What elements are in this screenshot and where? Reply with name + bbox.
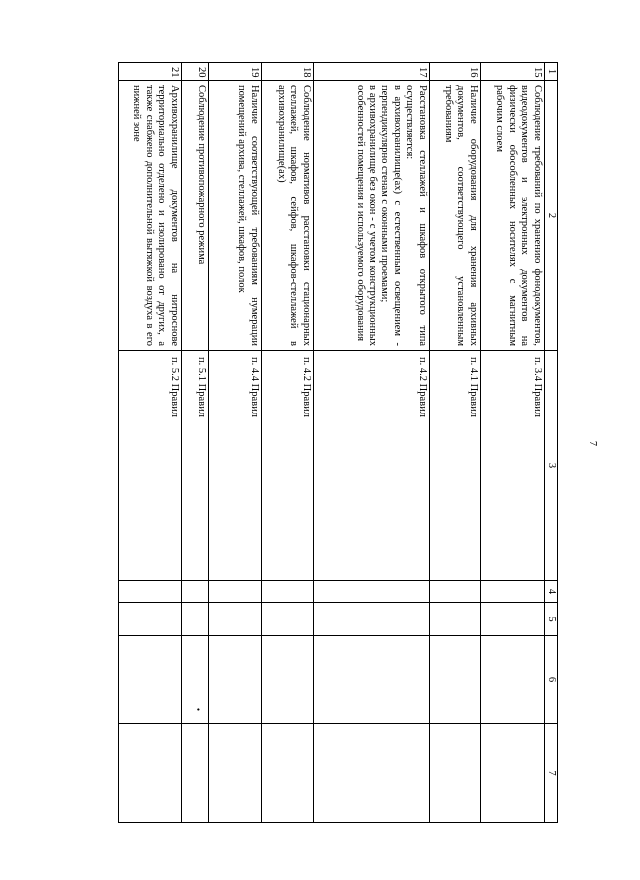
empty-cell [208, 636, 261, 724]
empty-cell [480, 724, 544, 823]
empty-cell [261, 636, 313, 724]
dot-mark: • [192, 707, 203, 711]
empty-cell [261, 581, 313, 603]
empty-cell [118, 603, 181, 636]
requirement-text: Наличие оборудования для хранения архивных документов, соответствующего установленным требованиям [429, 81, 480, 351]
empty-cell [313, 603, 429, 636]
empty-cell [118, 724, 181, 823]
reference-text: п. 4.1 Правил [429, 351, 480, 581]
requirement-text: Архивохранилище документов на нитроснове территориально отделено и изолировано от других, а также снабжено дополнительной вытяжкой воздуха в его нижней зоне [118, 81, 181, 351]
row-number: 21 [118, 63, 181, 81]
requirement-line: в архивохранилище без окон - с учетом конструкционных особенностей помещения и используемого оборудования [354, 85, 379, 346]
empty-cell [313, 636, 429, 724]
requirement-text: Наличие соответствующей требованиям нумерации помещений архива, стеллажей, шкафов, полок [208, 81, 261, 351]
table-row [313, 63, 429, 823]
requirement-line: в архивохранилище(ах) с естественным освещением - перпендикулярно стенам с оконными проемами; [379, 85, 403, 346]
empty-cell [480, 603, 544, 636]
rotated-table-container [48, 62, 558, 822]
empty-cell [429, 603, 480, 636]
header-cell: 5 [544, 603, 557, 636]
empty-cell [429, 581, 480, 603]
header-cell: 2 [544, 81, 557, 351]
table-row [480, 63, 544, 823]
empty-cell [208, 724, 261, 823]
empty-cell [480, 581, 544, 603]
inspection-table [118, 62, 558, 823]
reference-text: п. 5.1 Правил [181, 351, 208, 581]
row-number: 16 [429, 63, 480, 81]
requirement-line: Расстановка стеллажей и шкафов открытого типа осуществляется: [404, 85, 428, 346]
empty-cell [313, 724, 429, 823]
empty-cell [429, 724, 480, 823]
table-row [118, 63, 181, 823]
empty-cell [208, 581, 261, 603]
reference-text: п. 4.4 Правил [208, 351, 261, 581]
row-number: 19 [208, 63, 261, 81]
empty-cell [313, 581, 429, 603]
empty-cell [480, 636, 544, 724]
table-row [429, 63, 480, 823]
requirement-text [313, 81, 429, 351]
row-number: 15 [480, 63, 544, 81]
table-row [208, 63, 261, 823]
empty-cell [429, 636, 480, 724]
page-number: 7 [587, 441, 598, 446]
mark-cell [181, 636, 208, 724]
table-row [261, 63, 313, 823]
empty-cell [181, 581, 208, 603]
header-cell: 3 [544, 351, 557, 581]
row-number: 18 [261, 63, 313, 81]
empty-cell [181, 603, 208, 636]
requirement-text: Соблюдение нормативов расстановки стационарных стеллажей, шкафов, сейфов, шкафов-стеллажей в архивохранилище(ах) [261, 81, 313, 351]
header-cell: 7 [544, 724, 557, 823]
header-row [544, 63, 557, 823]
empty-cell [208, 603, 261, 636]
header-cell: 1 [544, 63, 557, 81]
header-cell: 4 [544, 581, 557, 603]
requirement-text: Соблюдение требований по хранению фонодокументов, видеодокументов и электронных документов на физически обособленных носителях с магнитным рабочим слоем [480, 81, 544, 351]
empty-cell [118, 636, 181, 724]
header-cell: 6 [544, 636, 557, 724]
row-number: 20 [181, 63, 208, 81]
empty-cell [261, 603, 313, 636]
reference-text: п. 3.4 Правил [480, 351, 544, 581]
reference-text: п. 4.2 Правил [261, 351, 313, 581]
row-number: 17 [313, 63, 429, 81]
table-row [181, 63, 208, 823]
requirement-text: Соблюдение противопожарного режима [181, 81, 208, 351]
empty-cell [181, 724, 208, 823]
empty-cell [261, 724, 313, 823]
empty-cell [118, 581, 181, 603]
reference-text: п. 4.2 Правил [313, 351, 429, 581]
reference-text: п. 5.2 Правил [118, 351, 181, 581]
